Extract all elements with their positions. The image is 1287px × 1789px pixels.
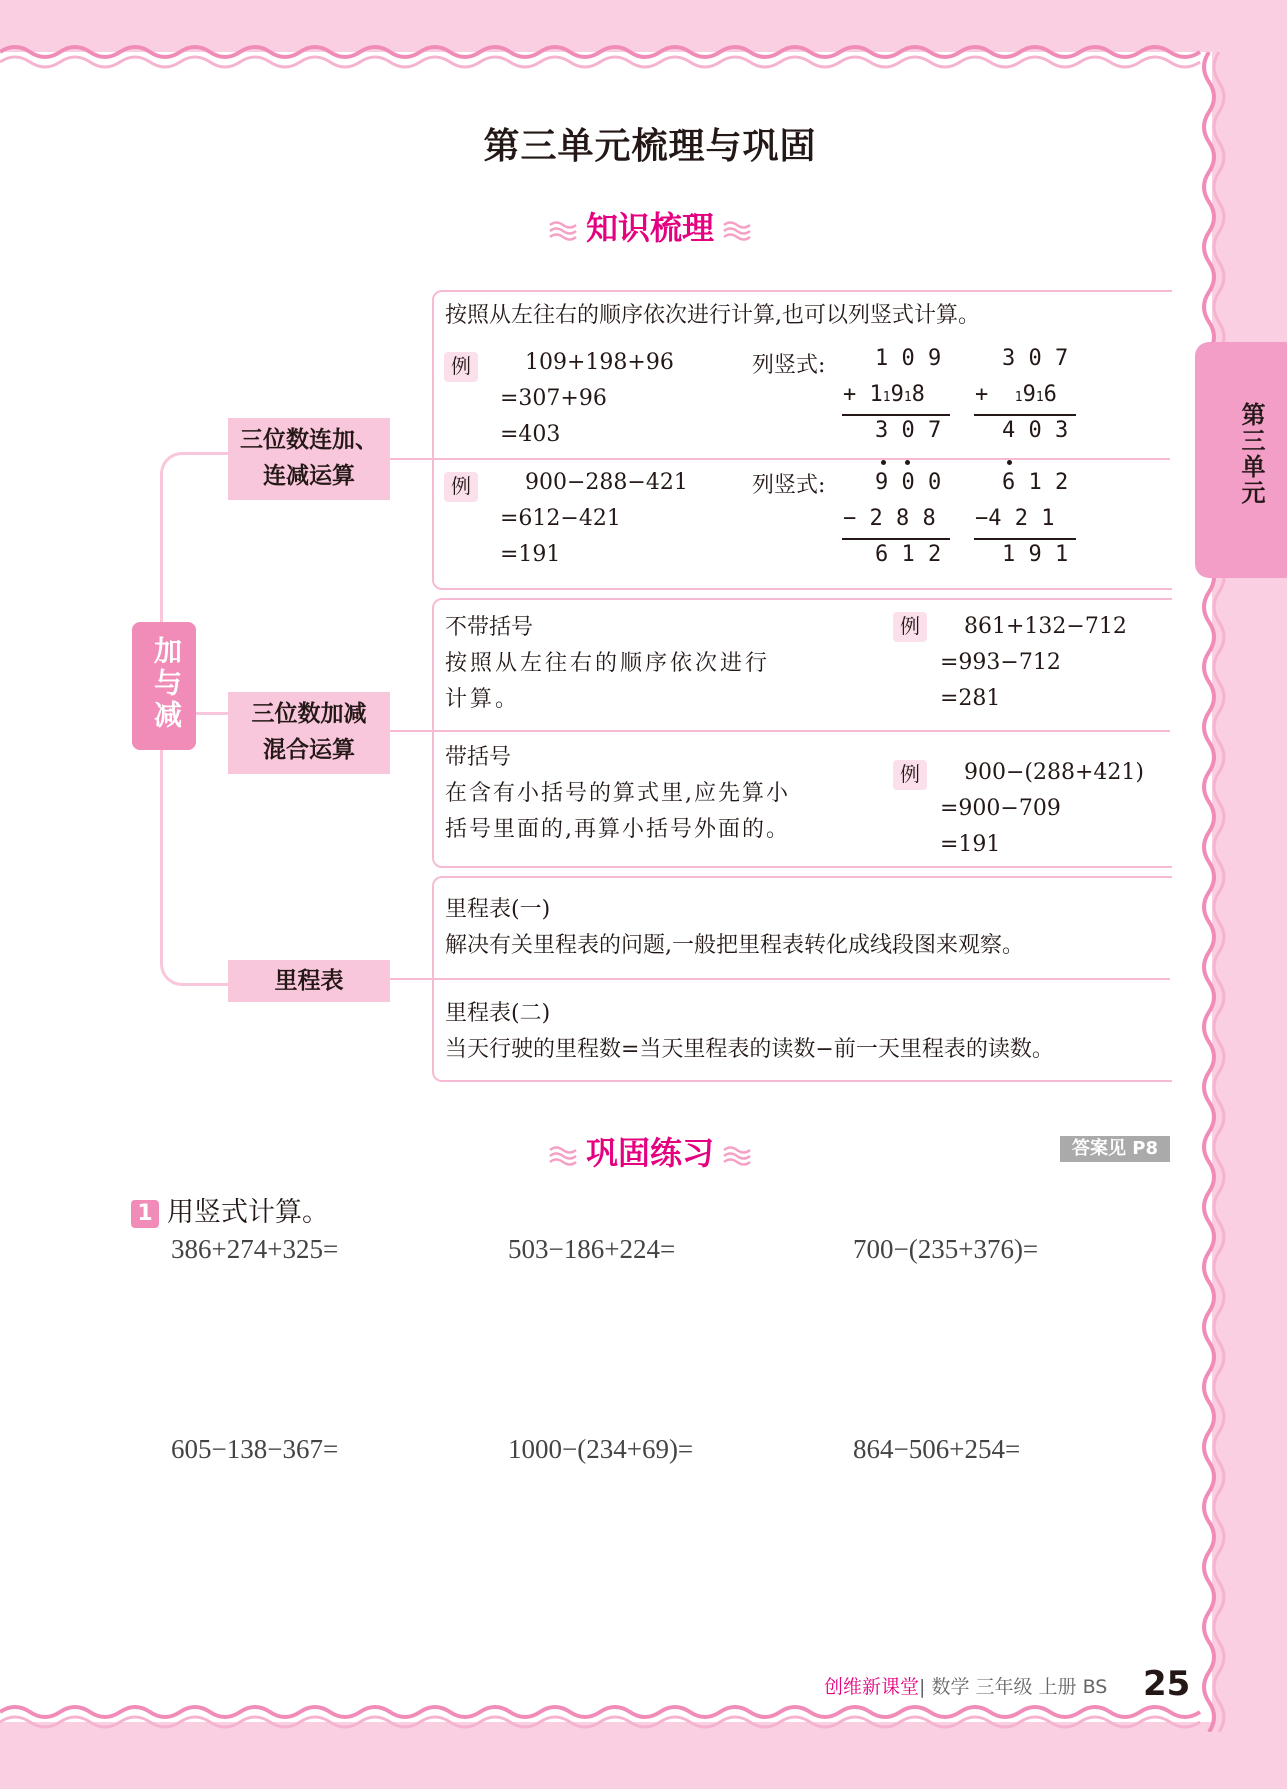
section-practice-label: 巩固练习 xyxy=(585,1134,714,1172)
section-knowledge-label: 知识梳理 xyxy=(585,209,714,247)
box3-text-1: 解决有关里程表的问题,一般把里程表转化成线段图来观察。 xyxy=(445,933,1024,958)
vc2-carry: 1 xyxy=(1014,390,1023,405)
ex2-vertical-label: 列竖式: xyxy=(752,473,826,498)
exercise-6: 864−506+254= xyxy=(853,1434,1021,1464)
example-tag: 例 xyxy=(444,472,478,502)
unit-side-tab[interactable] xyxy=(1195,342,1287,578)
vc2-carry: 1 xyxy=(1035,390,1044,405)
exercise-2: 503−186+224= xyxy=(508,1234,676,1264)
vc4-underline xyxy=(974,538,1076,540)
borrow-dot xyxy=(905,460,910,465)
bottom-wave-border xyxy=(0,1700,1212,1736)
mindmap-node-3-label: 里程表 xyxy=(274,968,344,994)
box1-rule-text: 按照从左往右的顺序依次进行计算,也可以列竖式计算。 xyxy=(445,303,980,328)
box2-text-1b: 计算。 xyxy=(445,687,521,712)
ex1-vertical-label: 列竖式: xyxy=(752,353,826,378)
page-number: 25 xyxy=(1143,1664,1191,1704)
ex1-line3: =403 xyxy=(500,422,561,447)
right-wave-border xyxy=(1195,52,1235,1732)
box3-heading-2: 里程表(二) xyxy=(445,1001,551,1026)
mindmap-node-2-label: 三位数加减混合运算 xyxy=(251,701,367,763)
box1-rule xyxy=(445,298,980,329)
box2-example2-line3: =191 xyxy=(940,832,1001,857)
mindmap-node-3 xyxy=(228,960,390,1002)
box2-example2-line1: 900−(288+421) xyxy=(964,760,1145,785)
vertical-calc-3-mid: − 2 8 8 xyxy=(843,506,936,531)
example-tag: 例 xyxy=(893,760,927,790)
footer-brand: 创维新课堂 xyxy=(824,1676,920,1698)
tree-link-3 xyxy=(390,978,434,980)
vertical-calc-4-top: 6 1 2 xyxy=(1002,470,1069,495)
vc2-digit: 9 xyxy=(1022,382,1036,407)
answer-reference-badge: 答案见 P8 xyxy=(1060,1136,1170,1162)
footer xyxy=(824,1672,1107,1699)
tree-branch xyxy=(196,712,230,715)
exercise-1: 386+274+325= xyxy=(171,1234,339,1264)
vertical-calc-4-result: 1 9 1 xyxy=(1002,542,1069,567)
tree-link-2 xyxy=(390,730,434,732)
vc2-op: + xyxy=(975,382,1015,407)
box2-divider xyxy=(434,730,1170,732)
box2-text-2b: 括号里面的,再算小括号外面的。 xyxy=(445,817,790,842)
example-tag: 例 xyxy=(444,352,478,382)
box2-example1-line3: =281 xyxy=(940,686,1001,711)
box2-text-1a-span: 按照从左往右的顺序依次进行 xyxy=(445,651,771,676)
mindmap-node-2 xyxy=(228,692,390,774)
question-1 xyxy=(131,1190,329,1229)
example-tag: 例 xyxy=(893,612,927,642)
vc1-digit: 8 xyxy=(911,382,925,407)
vc1-carry: 1 xyxy=(903,390,912,405)
wave-deco-icon xyxy=(548,1144,578,1166)
vc1-carry: 1 xyxy=(882,390,891,405)
mindmap-node-1-label: 三位数连加、连减运算 xyxy=(240,427,378,489)
mindmap-node-1 xyxy=(228,418,390,500)
box3-heading-1: 里程表(一) xyxy=(445,897,551,922)
ex1-line2: =307+96 xyxy=(500,386,607,411)
box2-text-1a xyxy=(445,646,770,677)
vertical-calc-2-top: 3 0 7 xyxy=(1002,346,1069,371)
footer-info: | 数学 三年级 上册 BS xyxy=(919,1676,1108,1698)
vc3-underline xyxy=(842,538,950,540)
vertical-calc-1-result: 3 0 7 xyxy=(875,418,942,443)
box2-text-2a: 在含有小括号的算式里,应先算小 xyxy=(445,781,790,806)
borrow-dot xyxy=(881,460,886,465)
tree-link-1 xyxy=(390,458,434,460)
vc1-op: + 1 xyxy=(843,382,883,407)
vertical-calc-1-top: 1 0 9 xyxy=(875,346,942,371)
exercise-5: 1000−(234+69)= xyxy=(508,1434,694,1464)
vc2-digit: 6 xyxy=(1043,382,1057,407)
top-wave-border xyxy=(0,40,1212,76)
vertical-calc-3-result: 6 1 2 xyxy=(875,542,942,567)
box2-example1-line1: 861+132−712 xyxy=(964,614,1127,639)
vertical-calc-2-result: 4 0 3 xyxy=(1002,418,1069,443)
ex1-line1: 109+198+96 xyxy=(525,350,674,375)
section-knowledge xyxy=(0,203,1287,249)
wave-deco-icon xyxy=(722,1144,752,1166)
ex2-line2: =612−421 xyxy=(500,506,621,531)
box2-example2-line2: =900−709 xyxy=(940,796,1061,821)
ex2-line3: =191 xyxy=(500,542,561,567)
vc2-underline xyxy=(974,414,1076,416)
box3-divider xyxy=(434,978,1170,980)
box1-divider xyxy=(434,458,1170,460)
box2-heading-1: 不带括号 xyxy=(445,615,534,640)
vertical-calc-4-mid: −4 2 1 xyxy=(975,506,1055,531)
question-number: 1 xyxy=(131,1200,159,1228)
box2-example1-line2: =993−712 xyxy=(940,650,1061,675)
wave-deco-icon xyxy=(722,219,752,241)
box2-heading-2: 带括号 xyxy=(445,745,512,770)
mindmap-root-label: 加与减 xyxy=(150,636,183,732)
ex2-line1: 900−288−421 xyxy=(525,470,688,495)
borrow-dot xyxy=(1007,460,1012,465)
vertical-calc-2-mid xyxy=(975,382,1057,407)
exercise-3: 700−(235+376)= xyxy=(853,1234,1039,1264)
vc1-underline xyxy=(842,414,950,416)
wave-deco-icon xyxy=(548,219,578,241)
vc1-digit: 9 xyxy=(890,382,904,407)
vertical-calc-1-mid xyxy=(843,382,925,407)
vertical-calc-3-top: 9 0 0 xyxy=(875,470,942,495)
question-text: 用竖式计算。 xyxy=(167,1197,329,1228)
unit-side-tab-label: 第三单元 xyxy=(1237,402,1265,506)
box3-text-2: 当天行驶的里程数=当天里程表的读数−前一天里程表的读数。 xyxy=(445,1037,1054,1062)
mindmap-root xyxy=(132,622,196,750)
page-title: 第三单元梳理与巩固 xyxy=(483,126,817,167)
exercise-4: 605−138−367= xyxy=(171,1434,339,1464)
